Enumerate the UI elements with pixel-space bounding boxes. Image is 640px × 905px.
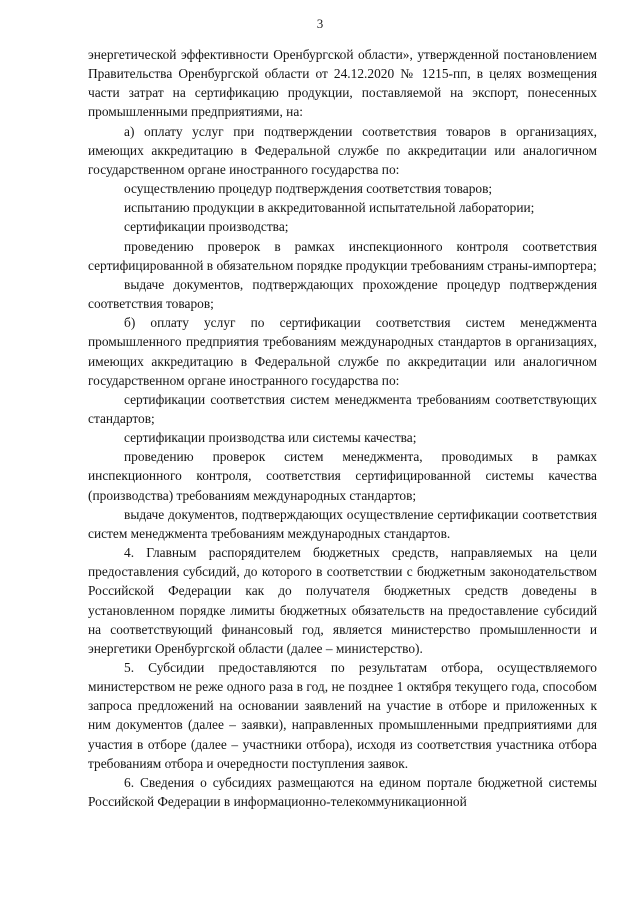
paragraph-4: сертификации производства; <box>124 219 289 235</box>
paragraph-7: б) оплату услуг по сертификации соответствия систем менеджмента промышленного предприятия требованиям международных стандартов в организациях, имеющих аккредитацию в Федеральной службе по аккредитации или аналогичном государственном органе иностранного государства по: <box>88 315 597 388</box>
paragraph-11: выдаче документов, подтверждающих осуществление сертификации соответствия систем менеджмента требованиям международных стандартов. <box>88 506 597 541</box>
page-number: 3 <box>316 16 324 31</box>
paragraph-9: сертификации производства или системы качества; <box>124 430 417 446</box>
paragraph-1: а) оплату услуг при подтверждении соответствия товаров в организациях, имеющих аккредитацию в Федеральной службе по аккредитации или аналогичном государственном органе иностранного государства по: <box>88 123 597 177</box>
paragraph-2: осуществлению процедур подтверждения соответствия товаров; <box>124 181 493 197</box>
paragraph-0: энергетической эффективности Оренбургской области», утвержденной постановлением Правительства Оренбургской области от 24.12.2020 № 1215-пп, в целях возмещения части затрат на сертификацию продукции, поставляемой на экспорт, понесенных промышленными предприятиями, на: <box>88 47 597 120</box>
paragraph-13: 5. Субсидии предоставляются по результатам отбора, осуществляемого министерством не реже одного раза в год, не позднее 1 октября текущего года, способом запроса предложений на основании заявлений на участие в отборе и приложенных к ним документов (далее – заявки), направленных промышленными предприятиями для участия в отборе (далее – участники отбора), исходя из соответствия участника отбора требованиям отбора и очередности поступления заявок. <box>88 660 597 771</box>
paragraph-14: 6. Сведения о субсидиях размещаются на едином портале бюджетной системы Российской Федерации в информационно-телекоммуникационной <box>88 774 597 810</box>
paragraph-12: 4. Главным распорядителем бюджетных средств, направляемых на цели предоставления субсидий, до которого в соответствии с бюджетным законодательством Российской Федерации как до получателя бюджетных средств доведены в установленном порядке лимиты бюджетных обязательств на предоставление субсидий на соответствующий финансовый год, является министерство промышленности и энергетики Оренбургской области (далее – министерство). <box>88 545 597 656</box>
paragraph-6: выдаче документов, подтверждающих прохождение процедур подтверждения соответствия товаров; <box>88 276 597 312</box>
paragraph-5: проведению проверок в рамках инспекционного контроля соответствия сертифицированной в обязательном порядке продукции требованиям страны-импортера; <box>88 238 597 273</box>
paragraph-10: проведению проверок систем менеджмента, проводимых в рамках инспекционного контроля, соответствия сертифицированной системы качества (производства) требованиям международных стандартов; <box>88 449 597 503</box>
paragraph-3: испытанию продукции в аккредитованной испытательной лаборатории; <box>124 200 535 216</box>
document-body <box>88 45 597 811</box>
paragraph-8: сертификации соответствия систем менеджмента требованиям соответствующих стандартов; <box>88 391 597 426</box>
